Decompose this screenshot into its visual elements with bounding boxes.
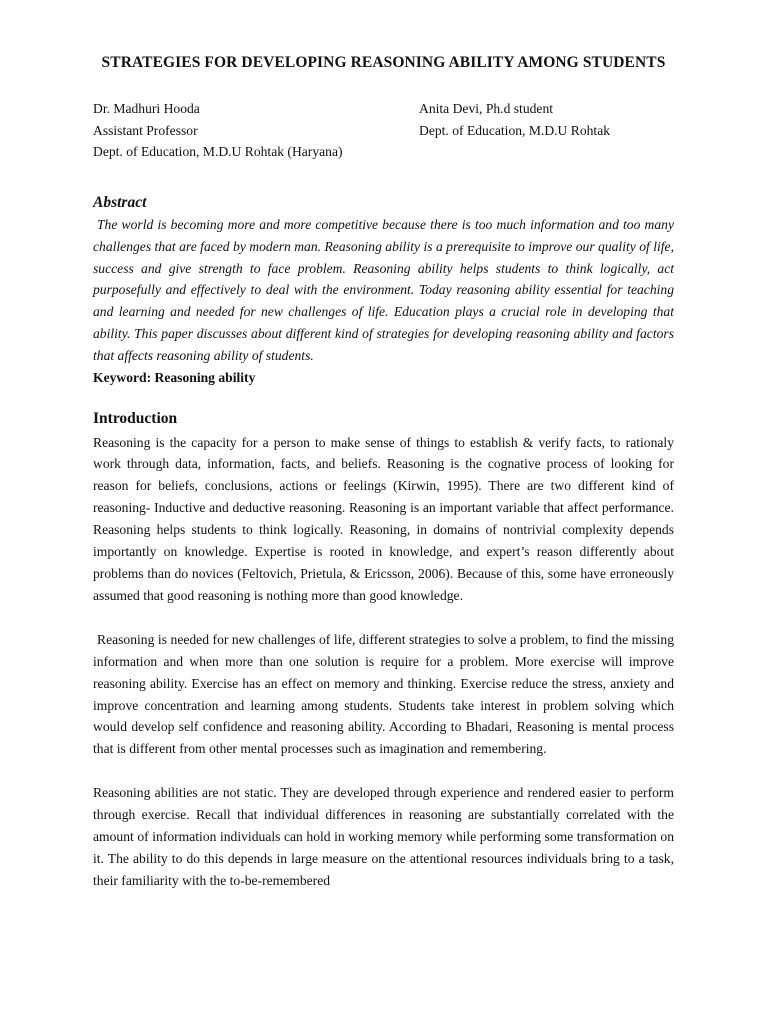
intro-paragraph-2 xyxy=(93,629,674,760)
author-affiliation: Dept. of Education, M.D.U Rohtak xyxy=(419,122,611,138)
author-name: Dr. Madhuri Hooda xyxy=(93,101,200,116)
author-block xyxy=(93,98,674,164)
author-position: Assistant Professor xyxy=(93,122,198,138)
keyword-line: Keyword: Reasoning ability xyxy=(93,369,256,385)
paper-title: STRATEGIES FOR DEVELOPING REASONING ABILITY AMONG STUDENTS xyxy=(101,54,666,71)
author-affiliation: Dept. of Education, M.D.U Rohtak (Haryana) xyxy=(93,144,343,159)
intro-paragraph-2-text: Reasoning is needed for new challenges of life, different strategies to solve a problem, to find the missing information and when more than one solution is require for a problem. More exercise will improve reasoning ability. Exercise has an effect on memory and thinking. Exercise reduce the stress, anxiety and improve concentration and learning among students. Students take interest in problem solving which would develop self confidence and reasoning ability. According to Bhadari, Reasoning is mental process that is different from other mental processes such as imagination and remembering. xyxy=(93,631,674,757)
introduction-heading: Introduction xyxy=(93,409,178,427)
intro-paragraph-3: Reasoning abilities are not static. They are developed through experience and rendered easier to perform through exercise. Recall that individual differences in reasoning are substantially correlated with the amount of information individuals can hold in working memory while performing some transformation on it. The ability to do this depends in large measure on the attentional resources individuals bring to a task, their familiarity with the to-be-remembered xyxy=(93,785,674,888)
author-name: Anita Devi, Ph.d student xyxy=(419,101,554,116)
author-secondary xyxy=(419,98,610,141)
author-primary xyxy=(93,98,343,163)
abstract-heading: Abstract xyxy=(93,194,147,211)
abstract-text: The world is becoming more and more competitive because there is too much information and too many challenges that are faced by modern man. Reasoning ability is a prerequisite to improve our quality of life, success and give strength to face problem. Reasoning ability helps students to think logically, act purposefully and effectively to deal with the environment. Today reasoning ability essential for teaching and learning and needed for new challenges of life. Education plays a crucial role in developing that ability. This paper discusses about different kind of strategies for developing reasoning ability and factors that affects reasoning ability of students. xyxy=(93,217,674,363)
paper-page xyxy=(93,52,674,892)
abstract-body xyxy=(93,214,674,367)
intro-paragraph-1: Reasoning is the capacity for a person to make sense of things to establish & verify facts, to rationaly work through data, information, facts, and beliefs. Reasoning is the cognative process of looking for reason for beliefs, conclusions, actions or feelings (Kirwin, 1995). There are two different kind of reasoning- Inductive and deductive reasoning. Reasoning is an important variable that affect performance. Reasoning helps students to think logically. Reasoning, in domains of nontrivial complexity depends importantly on knowledge. Expertise is rooted in knowledge, and expert’s reason differently about problems than do novices (Feltovich, Prietula, & Ericsson, 2006). Because of this, some have erroneously assumed that good reasoning is nothing more than good knowledge. xyxy=(93,434,674,603)
